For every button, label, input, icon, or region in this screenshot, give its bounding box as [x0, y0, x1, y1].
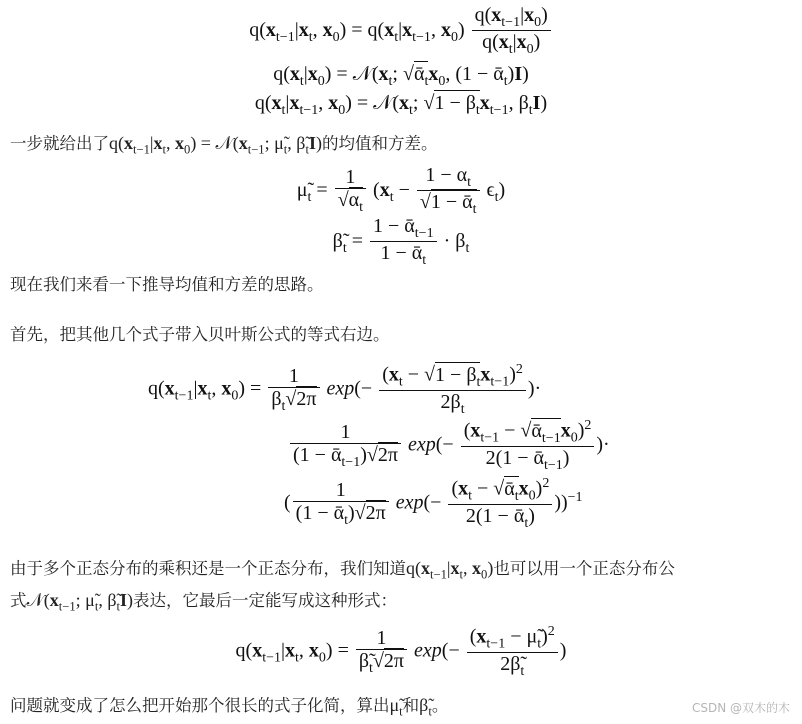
equation-final-form: $q(x_{t-1}|x_t$, $x_0$) = $\frac{1}{\betã_t√2\pi}$ exp(− $\frac{(x_{t-1} - \mũ_t)^2}{2\betã_t}$ )	[235, 624, 567, 680]
paragraph-product-normal: 由于多个正态分布的乘积还是一个正态分布，我们知道$q(x_{t-1}|x_t$, $x_0$)也可以用一个正态分布公	[10, 558, 675, 582]
inline-math-posterior-2: $q(x_{t-1}|x_t$, $x_0$)	[406, 558, 494, 582]
equation-expanded	[148, 362, 610, 532]
inline-math-normal: $𝒩(x_{t-1}$; $\mũ_t$, $\betã_tI$)	[26, 590, 133, 614]
equation-variance: $\betã_t$ = $\frac{1 - ᾱ_{t-1}}{1 - ᾱ_t}$ · $\beta_t$	[332, 215, 470, 269]
expanded-line-3: ( $\frac{1}{(1 - ᾱ_t)√2\pi}$ exp(− $\frac{(x_t - √ᾱ_tx_0)^2}{2(1 - ᾱ_t)}$ ))$^{-1}$	[284, 476, 583, 532]
bayes-fraction: $\frac{q(x_{t-1}|x_0)}{q(x_t|x_0)}$	[472, 4, 551, 58]
equation-bayes: $q(x_{t-1}|x_t$, $x_0) = q(x_t|x_{t-1}$, $x_0$) $\frac{q(x_{t-1}|x_0)}{q(x_t|x_0)}$	[0, 4, 802, 58]
equation-forward-marginal: $q(x_t|x_0)$ = $𝒩(x_t$; $√ᾱ_tx_0$, (1 − ᾱ$_t$)I)	[273, 63, 529, 89]
paragraph-conclusion: 问题就变成了怎么把开始那个很长的式子化简，算出$\mũ_t$和$\betã_t$。	[10, 695, 449, 719]
paragraph-approach: 现在我们来看一下推导均值和方差的思路。	[10, 275, 324, 294]
expanded-line-1: $q(x_{t-1}|x_t$, $x_0$) = $\frac{1}{\beta_t√2\pi}$ exp(− $\frac{(x_t - √1 - \beta_tx_{t-1})^2}{2\beta_t}$ )·	[148, 362, 542, 418]
inline-math-beta: $\betã_t$	[419, 695, 432, 719]
equation-mean: $\mũ_t$ = $\frac{1}{√\alpha_t}$ ($x_t$ − $\frac{1 - \alpha_t}{√1 - ᾱ_t}$ $\epsilon_t$)	[296, 164, 506, 218]
equation-forward-step: $q(x_t|x_{t-1}$, $x_0$) = $𝒩(x_t$; $√1 - \beta_tx_{t-1}$, $\beta_tI$)	[254, 92, 548, 118]
paragraph-substitute: 首先，把其他几个式子带入贝叶斯公式的等式右边。	[10, 325, 390, 344]
paragraph-posterior: 一步就给出了$q(x_{t-1}|x_t$, $x_0$) = $𝒩(x_{t-1}$; $\mũ_t$, $\betã_tI$)的均值和方差。	[10, 133, 438, 157]
inline-math-posterior: $q(x_{t-1}|x_t$, $x_0$) = $𝒩(x_{t-1}$; $\mũ_t$, $\betã_tI$)	[109, 133, 322, 157]
expanded-line-2: $\frac{1}{(1 - ᾱ_{t-1})√2\pi}$ exp(− $\frac{(x_{t-1} - √ᾱ_{t-1}x_0)^2}{2(1 - ᾱ_{t-1})}$ )·	[148, 418, 610, 476]
inline-math-mu: $\mũ_t$	[389, 695, 403, 719]
paragraph-form: 式$𝒩(x_{t-1}$; $\mũ_t$, $\betã_tI$)表达，它最后一定能写成这种形式：	[10, 590, 397, 614]
equation-lhs: $q(x_{t-1}|x_t$, $x_0$)	[249, 18, 347, 45]
csdn-watermark: CSDN @双木的木	[691, 701, 790, 715]
